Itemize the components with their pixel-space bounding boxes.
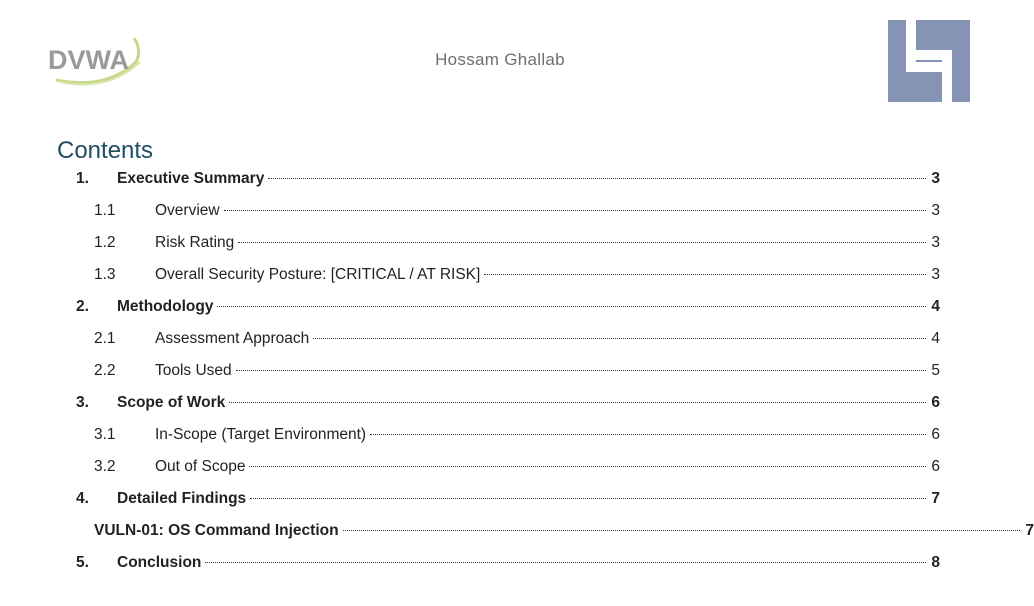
toc-dot-leader — [313, 338, 926, 339]
toc-dot-leader — [205, 562, 926, 563]
toc-dot-leader — [238, 242, 926, 243]
toc-entry-label[interactable]: Risk Rating — [155, 234, 235, 251]
toc-dot-leader — [343, 530, 1020, 531]
toc-entry[interactable] — [0, 170, 940, 194]
toc-entry[interactable] — [0, 298, 940, 322]
toc-entry-page: 3 — [931, 266, 940, 283]
toc-entry-label[interactable]: Conclusion — [117, 554, 202, 571]
toc-entry-page: 4 — [931, 330, 940, 347]
toc-entry[interactable] — [0, 426, 940, 450]
toc-entry-page: 7 — [931, 490, 940, 507]
toc-dot-leader — [217, 306, 926, 307]
toc-entry-number: 3.1 — [94, 426, 116, 443]
toc-entry-number: 1.1 — [94, 202, 116, 219]
toc-dot-leader — [250, 498, 926, 499]
toc-entry-page: 8 — [931, 554, 940, 571]
toc-dot-leader — [484, 274, 926, 275]
toc-entry-label[interactable]: Detailed Findings — [117, 490, 247, 507]
toc-entry-number: 3.2 — [94, 458, 116, 475]
toc-entry[interactable] — [0, 266, 940, 290]
toc-dot-leader — [249, 466, 926, 467]
toc-entry-page: 7 — [1025, 522, 1034, 539]
h-monogram-logo — [888, 20, 970, 102]
toc-entry-page: 3 — [931, 202, 940, 219]
toc-entry-label[interactable]: VULN-01: OS Command Injection — [94, 522, 339, 539]
toc-entry[interactable] — [0, 490, 940, 514]
dvwa-logo-text: DVWA — [48, 45, 129, 75]
toc-entry-number: 2.2 — [94, 362, 116, 379]
toc-dot-leader — [268, 178, 926, 179]
toc-entry-page: 3 — [931, 234, 940, 251]
toc-entry-label[interactable]: Scope of Work — [117, 394, 226, 411]
toc-entry-label[interactable]: Assessment Approach — [155, 330, 310, 347]
toc-entry-label[interactable]: Executive Summary — [117, 170, 265, 187]
toc-entry-number: 5. — [76, 554, 89, 571]
toc-entry[interactable] — [0, 458, 940, 482]
toc-entry-number: 1.3 — [94, 266, 116, 283]
toc-entry-page: 6 — [931, 426, 940, 443]
toc-entry[interactable] — [0, 362, 940, 386]
toc-entry-label[interactable]: Overall Security Posture: [CRITICAL / AT RISK] — [155, 266, 481, 283]
toc-entry-number: 1.2 — [94, 234, 116, 251]
toc-entry-page: 3 — [931, 170, 940, 187]
toc-entry[interactable] — [0, 202, 940, 226]
toc-entry[interactable] — [0, 394, 940, 418]
toc-title: Contents — [57, 137, 154, 164]
toc-dot-leader — [224, 210, 926, 211]
toc-entry-page: 4 — [931, 298, 940, 315]
toc-entry-page: 6 — [931, 458, 940, 475]
toc-entry-number: 1. — [76, 170, 89, 187]
header-author: Hossam Ghallab — [435, 50, 565, 69]
toc-entry[interactable] — [0, 234, 940, 258]
toc-entry-number: 2. — [76, 298, 89, 315]
toc-dot-leader — [370, 434, 926, 435]
toc-entry-page: 6 — [931, 394, 940, 411]
toc-dot-leader — [229, 402, 926, 403]
toc-entry-label[interactable]: Out of Scope — [155, 458, 246, 475]
toc-entry-label[interactable]: Methodology — [117, 298, 214, 315]
toc-entry-label[interactable]: Overview — [155, 202, 220, 219]
toc-entry-number: 3. — [76, 394, 89, 411]
toc-entry-page: 5 — [931, 362, 940, 379]
toc-entry-number: 4. — [76, 490, 89, 507]
toc-entry[interactable] — [0, 522, 1034, 546]
toc-entry-number: 2.1 — [94, 330, 116, 347]
toc-entry[interactable] — [0, 554, 940, 578]
toc-entry-label[interactable]: In-Scope (Target Environment) — [155, 426, 367, 443]
toc-entry[interactable] — [0, 330, 940, 354]
toc-entry-label[interactable]: Tools Used — [155, 362, 232, 379]
toc-dot-leader — [236, 370, 926, 371]
